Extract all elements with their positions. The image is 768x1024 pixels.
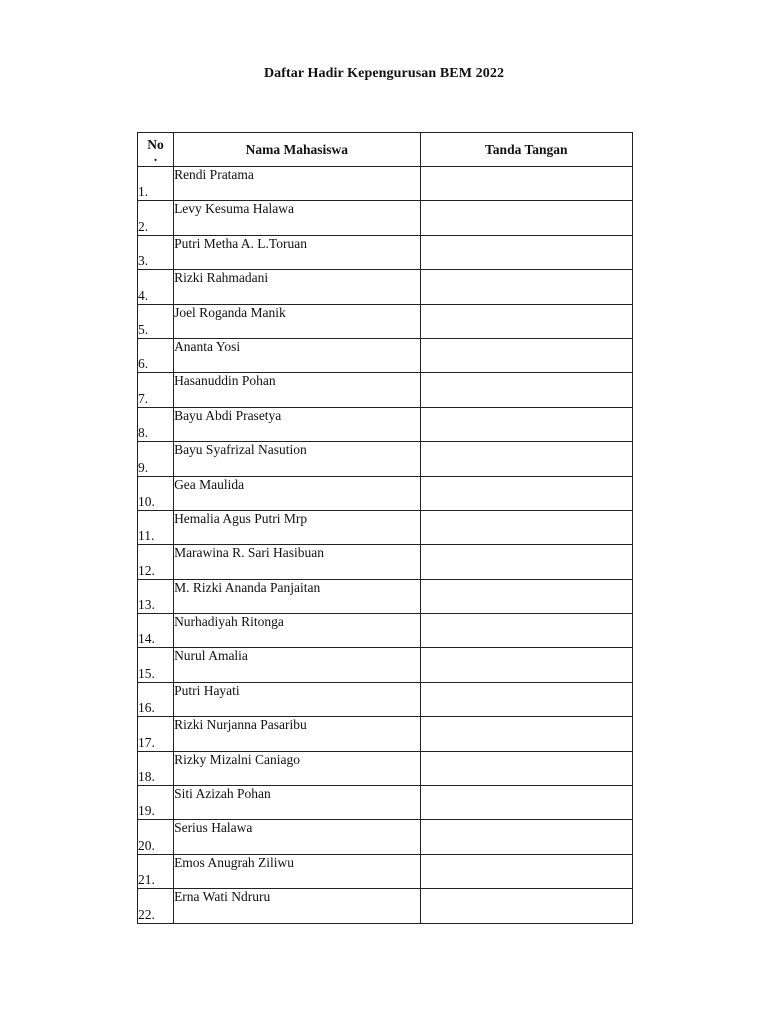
student-name: Hasanuddin Pohan xyxy=(174,373,420,407)
table-row xyxy=(138,579,633,613)
signature-cell xyxy=(420,854,632,888)
row-number: 12. xyxy=(138,545,174,579)
student-name: Rizki Rahmadani xyxy=(174,270,420,304)
row-number: 6. xyxy=(138,338,174,372)
table-row xyxy=(138,167,633,201)
row-number: 22. xyxy=(138,889,174,923)
column-header-signature: Tanda Tangan xyxy=(420,133,632,167)
row-number: 19. xyxy=(138,786,174,820)
row-number: 8. xyxy=(138,407,174,441)
attendance-table xyxy=(137,132,633,924)
signature-cell xyxy=(420,373,632,407)
row-number: 10. xyxy=(138,476,174,510)
student-name: Rizki Nurjanna Pasaribu xyxy=(174,717,420,751)
student-name: Gea Maulida xyxy=(174,476,420,510)
row-number: 5. xyxy=(138,304,174,338)
table-row xyxy=(138,510,633,544)
signature-cell xyxy=(420,510,632,544)
signature-cell xyxy=(420,545,632,579)
student-name: Putri Metha A. L.Toruan xyxy=(174,235,420,269)
signature-cell xyxy=(420,407,632,441)
student-name: Nurul Amalia xyxy=(174,648,420,682)
table-row xyxy=(138,235,633,269)
student-name: Siti Azizah Pohan xyxy=(174,786,420,820)
table-row xyxy=(138,786,633,820)
table-row xyxy=(138,545,633,579)
signature-cell xyxy=(420,682,632,716)
table-row xyxy=(138,751,633,785)
student-name: Bayu Abdi Prasetya xyxy=(174,407,420,441)
signature-cell xyxy=(420,338,632,372)
signature-cell xyxy=(420,717,632,751)
signature-cell xyxy=(420,304,632,338)
table-row xyxy=(138,682,633,716)
row-number: 13. xyxy=(138,579,174,613)
row-number: 2. xyxy=(138,201,174,235)
student-name: Nurhadiyah Ritonga xyxy=(174,614,420,648)
student-name: Joel Roganda Manik xyxy=(174,304,420,338)
signature-cell xyxy=(420,476,632,510)
student-name: Marawina R. Sari Hasibuan xyxy=(174,545,420,579)
signature-cell xyxy=(420,579,632,613)
table-row xyxy=(138,820,633,854)
signature-cell xyxy=(420,614,632,648)
column-header-no-line1: No xyxy=(147,137,164,152)
signature-cell xyxy=(420,270,632,304)
table-row xyxy=(138,373,633,407)
student-name: Levy Kesuma Halawa xyxy=(174,201,420,235)
student-name: Serius Halawa xyxy=(174,820,420,854)
table-header-row xyxy=(138,133,633,167)
signature-cell xyxy=(420,201,632,235)
row-number: 14. xyxy=(138,614,174,648)
row-number: 7. xyxy=(138,373,174,407)
row-number: 18. xyxy=(138,751,174,785)
row-number: 16. xyxy=(138,682,174,716)
student-name: Ananta Yosi xyxy=(174,338,420,372)
table-row xyxy=(138,854,633,888)
row-number: 20. xyxy=(138,820,174,854)
row-number: 11. xyxy=(138,510,174,544)
table-row xyxy=(138,648,633,682)
row-number: 15. xyxy=(138,648,174,682)
table-row xyxy=(138,889,633,923)
table-row xyxy=(138,270,633,304)
table-row xyxy=(138,476,633,510)
table-row xyxy=(138,442,633,476)
signature-cell xyxy=(420,820,632,854)
student-name: M. Rizki Ananda Panjaitan xyxy=(174,579,420,613)
signature-cell xyxy=(420,889,632,923)
page-title: Daftar Hadir Kepengurusan BEM 2022 xyxy=(263,66,505,81)
row-number: 17. xyxy=(138,717,174,751)
student-name: Putri Hayati xyxy=(174,682,420,716)
student-name: Bayu Syafrizal Nasution xyxy=(174,442,420,476)
student-name: Rizky Mizalni Caniago xyxy=(174,751,420,785)
column-header-no-line2: . xyxy=(153,149,158,164)
signature-cell xyxy=(420,751,632,785)
signature-cell xyxy=(420,442,632,476)
table-row xyxy=(138,304,633,338)
student-name: Rendi Pratama xyxy=(174,167,420,201)
signature-cell xyxy=(420,786,632,820)
student-name: Hemalia Agus Putri Mrp xyxy=(174,510,420,544)
row-number: 3. xyxy=(138,235,174,269)
row-number: 4. xyxy=(138,270,174,304)
table-row xyxy=(138,407,633,441)
table-row xyxy=(138,201,633,235)
table-row xyxy=(138,614,633,648)
student-name: Erna Wati Ndruru xyxy=(174,889,420,923)
signature-cell xyxy=(420,167,632,201)
column-header-name: Nama Mahasiswa xyxy=(174,133,420,167)
column-header-no xyxy=(138,133,174,167)
signature-cell xyxy=(420,648,632,682)
table-row xyxy=(138,338,633,372)
student-name: Emos Anugrah Ziliwu xyxy=(174,854,420,888)
row-number: 21. xyxy=(138,854,174,888)
row-number: 9. xyxy=(138,442,174,476)
signature-cell xyxy=(420,235,632,269)
row-number: 1. xyxy=(138,167,174,201)
table-row xyxy=(138,717,633,751)
